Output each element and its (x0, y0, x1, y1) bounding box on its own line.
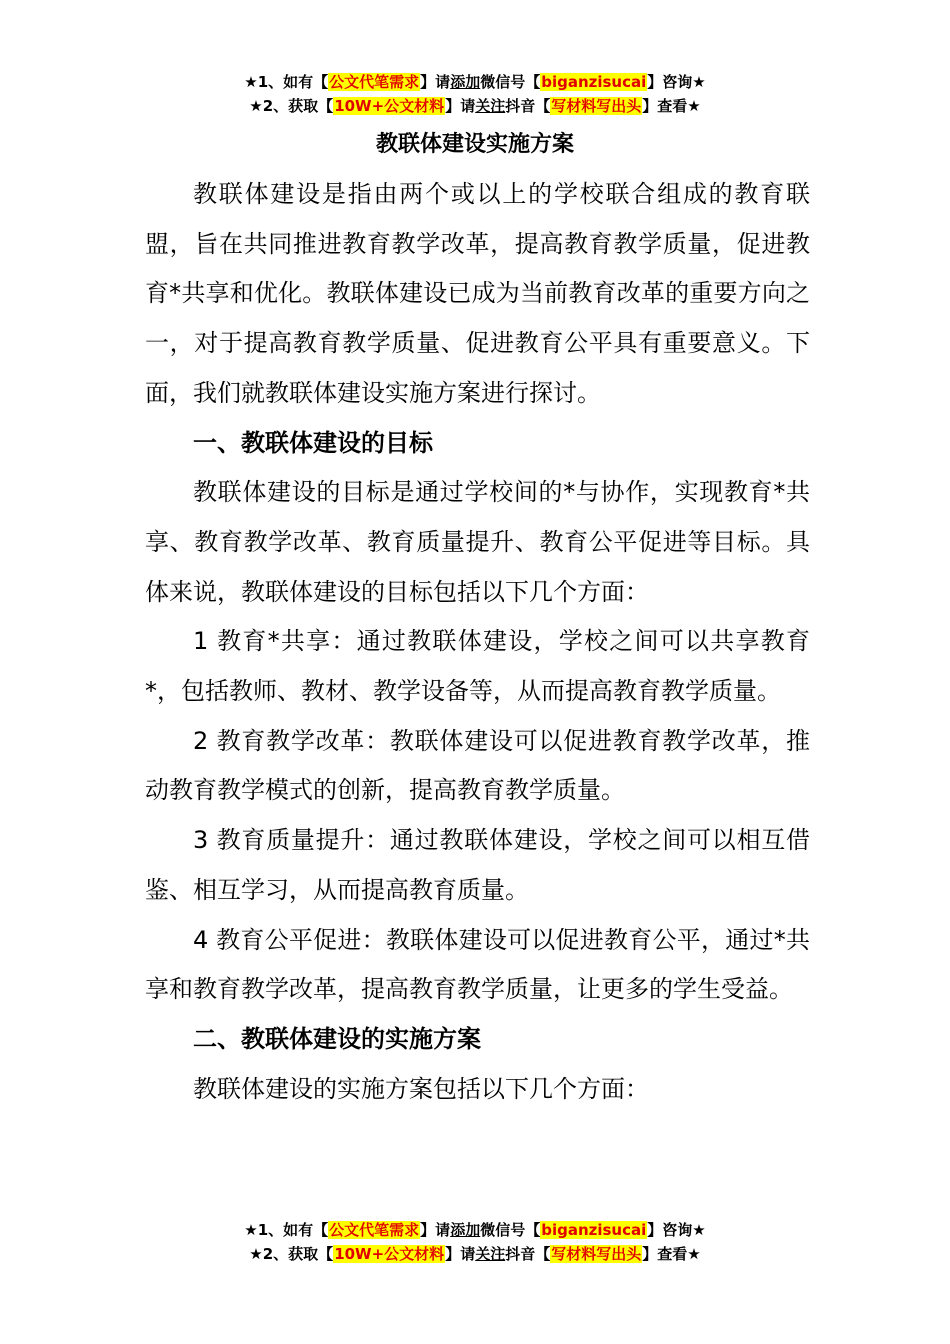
goal-item: 2 教育教学改革：教联体建设可以促进教育教学改革，推动教育教学模式的创新，提高教育教学质量。 (145, 726, 810, 805)
section-2-heading: 二、教联体建设的实施方案 (193, 1024, 481, 1053)
banner-text: 】请 (420, 73, 451, 91)
banner-text: 微信号【 (480, 73, 541, 91)
banner-line-2 (0, 1242, 950, 1266)
banner-text: 】查看★ (642, 97, 701, 115)
top-banner (0, 70, 950, 118)
banner-text: 】请 (420, 1221, 451, 1239)
highlight-materials: 10W+公文材料 (334, 1245, 445, 1263)
underlined-follow: 关注 (475, 97, 506, 115)
goal-item: 4 教育公平促进：教联体建设可以促进教育公平，通过*共享和教育教学改革，提高教育教学质量，让更多的学生受益。 (145, 925, 810, 1004)
banner-line-1 (0, 70, 950, 94)
banner-text: 抖音【 (505, 1245, 551, 1263)
intro-paragraph: 教联体建设是指由两个或以上的学校联合组成的教育联盟，旨在共同推进教育教学改革，提高教育教学质量，促进教育*共享和优化。教联体建设已成为当前教育改革的重要方向之一，对于提高教育教学质量、促进教育公平具有重要意义。下面，我们就教联体建设实施方案进行探讨。 (145, 180, 810, 407)
highlight-wechat-id: biganzisucai (541, 1221, 647, 1239)
section-1-text: 教联体建设的目标是通过学校间的*与协作，实现教育*共享、教育教学改革、教育质量提升、教育公平促进等目标。具体来说，教联体建设的目标包括以下几个方面： (145, 478, 810, 606)
document-title: 教联体建设实施方案 (375, 132, 574, 157)
banner-text: 】查看★ (642, 1245, 701, 1263)
document-body (145, 170, 810, 1114)
banner-text: ★1、如有【 (244, 73, 329, 91)
section-2-text: 教联体建设的实施方案包括以下几个方面： (193, 1074, 649, 1103)
banner-text: 】咨询★ (647, 73, 706, 91)
banner-text: ★1、如有【 (244, 1221, 329, 1239)
highlight-ghostwriting: 公文代笔需求 (329, 1221, 420, 1239)
banner-line-2 (0, 94, 950, 118)
bottom-banner (0, 1218, 950, 1266)
banner-text: ★2、获取【 (249, 1245, 334, 1263)
highlight-wechat-id: biganzisucai (541, 73, 647, 91)
highlight-douyin: 写材料写出头 (551, 97, 642, 115)
highlight-ghostwriting: 公文代笔需求 (329, 73, 420, 91)
banner-text: 】请 (445, 97, 476, 115)
underlined-add: 添加 (450, 73, 481, 91)
banner-text: 抖音【 (505, 97, 551, 115)
banner-text: ★2、获取【 (249, 97, 334, 115)
banner-text: 】咨询★ (647, 1221, 706, 1239)
highlight-douyin: 写材料写出头 (551, 1245, 642, 1263)
underlined-follow: 关注 (475, 1245, 506, 1263)
goal-item: 1 教育*共享：通过教联体建设，学校之间可以共享教育*，包括教师、教材、教学设备等，从而提高教育教学质量。 (145, 627, 810, 706)
banner-line-1 (0, 1218, 950, 1242)
banner-text: 微信号【 (480, 1221, 541, 1239)
underlined-add: 添加 (450, 1221, 481, 1239)
goal-item: 3 教育质量提升：通过教联体建设，学校之间可以相互借鉴、相互学习，从而提高教育质量。 (145, 826, 810, 904)
banner-text: 】请 (445, 1245, 476, 1263)
highlight-materials: 10W+公文材料 (334, 97, 445, 115)
section-1-heading: 一、教联体建设的目标 (193, 428, 433, 457)
